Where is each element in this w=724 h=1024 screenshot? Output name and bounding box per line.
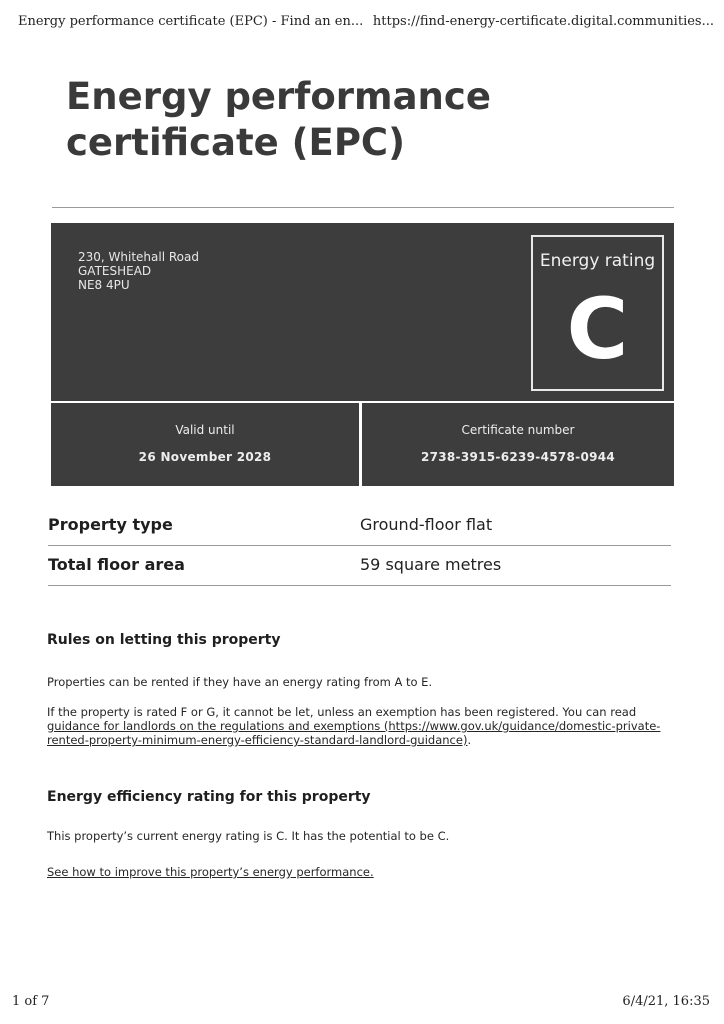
fact-value: Ground-floor flat [360,515,493,534]
fact-value: 59 square metres [360,555,502,574]
letting-rules-paragraph-2 [47,705,677,747]
energy-rating-box [531,235,664,391]
property-facts [48,506,671,586]
energy-efficiency-section [47,789,677,879]
letting-rules-heading: Rules on letting this property [47,632,281,648]
fact-label: Property type [48,515,173,534]
energy-efficiency-paragraph: This property’s current energy rating is C. It has the potential to be C. [47,829,450,843]
fact-label: Total floor area [48,555,185,574]
valid-until-cell [51,403,359,486]
address-line-3: NE8 4PU [78,278,130,292]
title-divider [52,207,674,208]
energy-rating-letter: C [566,280,629,378]
page-title: Energy performance certificate (EPC) [66,75,491,164]
print-datetime: 6/4/21, 16:35 [622,994,710,1009]
print-header-url: https://find-energy-certificate.digital.communities... [372,14,714,29]
print-footer [12,994,710,1014]
energy-rating-label: Energy rating [539,251,656,271]
landlord-guidance-link[interactable]: guidance for landlords on the regulations and exemptions (https://www.gov.uk/guidance/domestic-private-rented-property-minimum-energy-efficiency-standard-landlord-guidance) [47,719,661,747]
improve-performance-paragraph [47,865,677,879]
valid-until-value: 26 November 2028 [138,450,272,464]
epc-details-panel [51,403,674,486]
certificate-number-cell [362,403,674,486]
valid-until-label: Valid until [175,423,235,437]
print-header [18,14,714,34]
letting-rules-section [47,632,677,747]
certificate-number-label: Certificate number [461,423,575,437]
improve-performance-link[interactable]: See how to improve this property’s energy performance. [47,865,374,879]
letting-rules-paragraph-1: Properties can be rented if they have an energy rating from A to E. [47,675,433,689]
address-line-2: GATESHEAD [78,264,152,278]
fact-row-property-type [48,506,671,546]
letting-rules-paragraph-2-text: If the property is rated F or G, it cannot be let, unless an exemption has been registered. You can read [47,705,637,719]
energy-efficiency-heading: Energy efficiency rating for this property [47,789,371,805]
epc-summary-panel [51,223,674,401]
address-line-1: 230, Whitehall Road [78,250,199,264]
page-number: 1 of 7 [12,994,50,1009]
letting-rules-paragraph-2-end: . [467,733,472,747]
fact-row-floor-area [48,546,671,586]
certificate-number-value: 2738-3915-6239-4578-0944 [420,450,616,464]
print-header-title: Energy performance certificate (EPC) - Find an en... [18,14,364,29]
property-address [78,250,199,292]
